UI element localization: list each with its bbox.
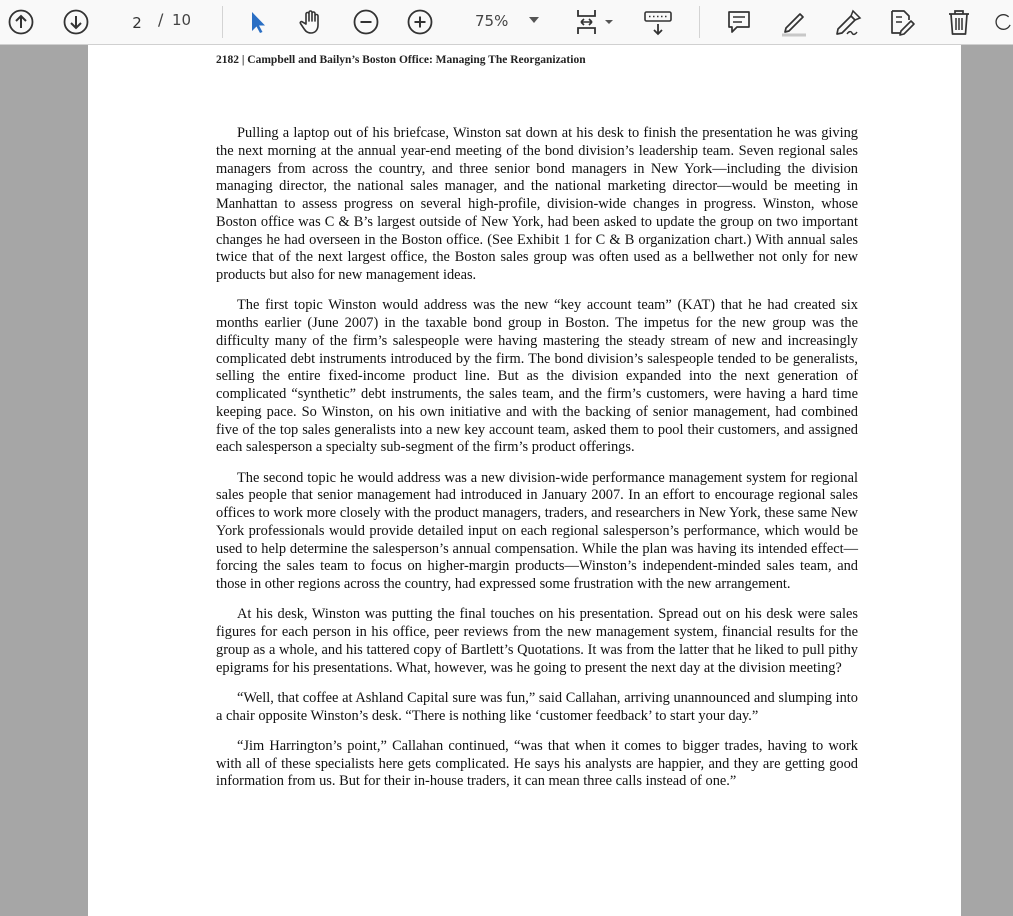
page-layout-icon[interactable] [570, 0, 618, 44]
signature-pen-icon[interactable] [828, 0, 868, 44]
rotate-icon[interactable] [994, 0, 1013, 44]
comment-icon[interactable] [720, 0, 758, 44]
pdf-toolbar [0, 0, 1013, 45]
paragraph: The second topic he would address was a new division-wide performance management system for regional sales people that senior management had introduced in January 2007. In an effort to encourage regional sales offices to work more closely with the product managers, traders, and researchers in New York, these same New York professionals would provide detailed input on each regional salesperson’s performance, which would be used to help determine the salesperson’s annual compensation. While the plan was having its intended effect—forcing the sales team to focus on higher-margin products—Winston’s independent-minded sales team, and those in other regions across the country, had expressed some frustration with the new arrangement. [216, 469, 858, 592]
zoom-out-icon[interactable] [348, 0, 384, 44]
pointer-icon[interactable] [240, 0, 274, 44]
paragraph: At his desk, Winston was putting the final touches on his presentation. Spread out on his desk were sales figures for each person in his office, peer reviews from the new management system, financial results for the group as a whole, and his tattered copy of Bartlett’s Quotations. It was from the latter that he liked to pull pithy epigrams for his presentations. What, however, was he going to present the next day at the division meeting? [216, 606, 858, 676]
paragraph: “Well, that coffee at Ashland Capital sure was fun,” said Callahan, arriving unannounced and slumping into a chair opposite Winston’s desk. “There is nothing like ‘customer feedback’ to start your day.” [216, 689, 858, 724]
arrow-up-circle-icon[interactable] [2, 0, 40, 44]
page-number-input[interactable] [115, 8, 159, 38]
zoom-value: 75% [475, 12, 509, 30]
pen-icon[interactable] [774, 0, 814, 44]
paragraph: Pulling a laptop out of his briefcase, Winston sat down at his desk to finish the presentation he was giving the next morning at the annual year-end meeting of the bond division’s leadership team. Seven regional sales managers from across the country, and three senior bond managers in New York—including the division managing director, the national sales manager, and the national marketing director—would be meeting in Manhattan to assess progress on several high-profile, division-wide changes in progress. Winston, whose Boston office was C & B’s largest outside of New York, had been asked to update the group on two important changes he had overseen in the Boston office. (See Exhibit 1 for C & B organization chart.) With annual sales twice that of the next largest office, the Boston sales group was often used as a bellwether not only for new products but also for new management ideas. [216, 125, 858, 283]
trash-icon[interactable] [940, 0, 978, 44]
arrow-down-circle-icon[interactable] [57, 0, 95, 44]
keyboard-icon[interactable] [638, 0, 678, 44]
paragraph: “Jim Harrington’s point,” Callahan continued, “was that when it comes to bigger trades, having to work with all of these specialists here gets complicated. He says his analysts are happier, and they are getting good information from us. But for their in-house traders, it can mean three calls instead of one.” [216, 737, 858, 790]
page-header: 2182 | Campbell and Bailyn’s Boston Office: Managing The Reorganization [216, 54, 586, 66]
toolbar-divider [699, 6, 700, 38]
zoom-in-icon[interactable] [402, 0, 438, 44]
edit-document-icon[interactable] [883, 0, 923, 44]
page-separator: / [158, 10, 164, 29]
toolbar-divider [222, 6, 223, 38]
pdf-page [88, 45, 961, 916]
hand-icon[interactable] [293, 0, 329, 44]
chevron-down-icon [529, 17, 539, 23]
total-pages: 10 [172, 11, 192, 29]
zoom-select[interactable] [463, 7, 549, 35]
page-body [216, 125, 858, 804]
paragraph: The first topic Winston would address was the new “key account team” (KAT) that he had created six months earlier (June 2007) in the taxable bond group in Boston. The impetus for the new group was the difficulty many of the firm’s salespeople were having mastering the steady stream of new and increasingly complicated debt instruments introduced by the firm. The bond division’s salespeople tended to be generalists, selling the entire fixed-income product line. But as the division expanded into the next generation of complicated “synthetic” debt instruments, the sales team, and the firm’s customers, were having a hard time keeping pace. So Winston, on his own initiative and with the backing of senior management, had combined five of the top sales generalists into a new key account team, asked them to pool their customers, and assigned each salesperson a specialty sub-segment of the firm’s product offerings. [216, 297, 858, 456]
